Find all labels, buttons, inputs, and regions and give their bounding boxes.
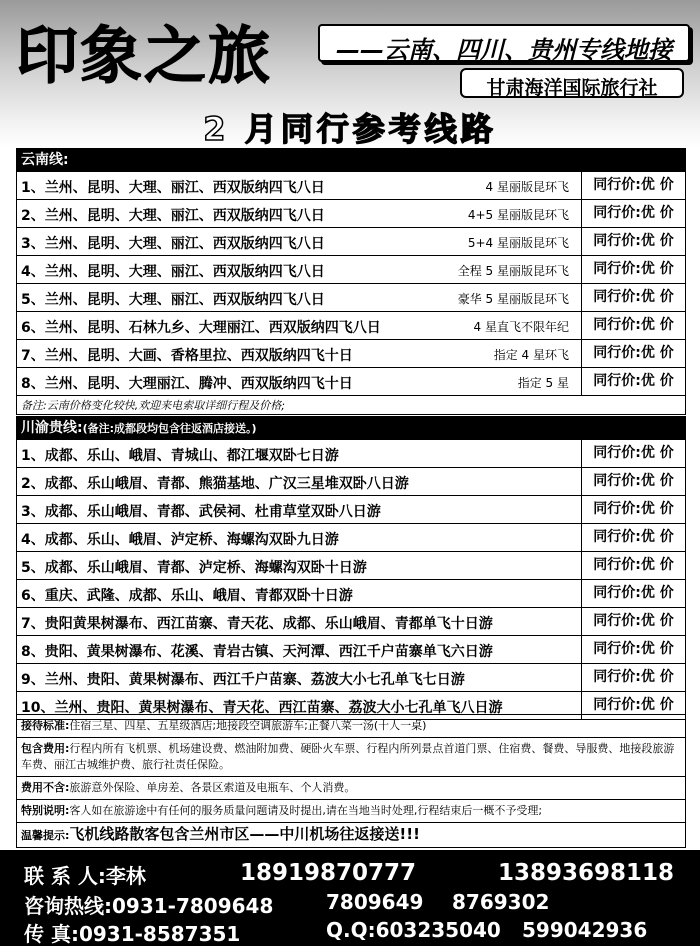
agency-box — [460, 68, 684, 98]
route-name: 2、成都、乐山峨眉、青都、熊猫基地、广汉三星堆双卧八日游 — [21, 476, 409, 492]
route-row — [17, 635, 685, 663]
route-row — [17, 607, 685, 635]
peer-price: 同行价:优 价 — [581, 692, 685, 719]
route-row — [17, 523, 685, 551]
peer-price: 同行价:优 价 — [581, 200, 685, 227]
route-name: 4、兰州、昆明、大理、丽江、西双版纳四飞八日 — [21, 264, 325, 280]
peer-price: 同行价:优 价 — [581, 340, 685, 367]
mobile-2: 13893698118 — [498, 860, 675, 886]
chuanqian-note: (备注:成都段均包含往返酒店接送。) — [82, 422, 257, 435]
route-row — [17, 171, 685, 199]
route-name: 6、重庆、武隆、成都、乐山、峨眉、青都双卧十日游 — [21, 588, 353, 604]
route-row — [17, 255, 685, 283]
included-line — [17, 737, 685, 776]
peer-price: 同行价:优 价 — [581, 524, 685, 551]
standard-label: 接待标准: — [21, 719, 70, 732]
route-name: 8、贵阳、黄果树瀑布、花溪、青岩古镇、天河潭、西江千户苗寨单飞六日游 — [21, 644, 493, 660]
route-row — [17, 199, 685, 227]
route-row — [17, 663, 685, 691]
peer-price: 同行价:优 价 — [581, 608, 685, 635]
hotel-standard: 4 星丽版昆环飞 — [485, 180, 569, 194]
route-row — [17, 367, 685, 395]
peer-price: 同行价:优 价 — [581, 664, 685, 691]
special-line — [17, 799, 685, 822]
route-name: 3、兰州、昆明、大理、丽江、西双版纳四飞八日 — [21, 236, 325, 252]
peer-price: 同行价:优 价 — [581, 580, 685, 607]
route-name: 2、兰州、昆明、大理、丽江、西双版纳四飞八日 — [21, 208, 325, 224]
subtitle: ——云南、四川、贵州专线地接 — [336, 36, 672, 64]
route-name: 5、兰州、昆明、大理、丽江、西双版纳四飞八日 — [21, 292, 325, 308]
hotline-2: 7809649 — [326, 890, 424, 914]
contact-person: 联 系 人:李林 — [24, 864, 146, 888]
hotline: 咨询热线:0931-7809648 — [24, 894, 274, 918]
yunnan-memo: 备注:云南价格变化较快,欢迎来电索取详细行程及价格; — [17, 395, 685, 414]
hotel-standard: 4 星直飞不限年纪 — [473, 320, 569, 334]
peer-price: 同行价:优 价 — [581, 312, 685, 339]
route-row — [17, 339, 685, 367]
header — [0, 0, 700, 148]
peer-price: 同行价:优 价 — [581, 172, 685, 199]
route-name: 3、成都、乐山峨眉、青都、武侯祠、杜甫草堂双卧八日游 — [21, 504, 381, 520]
special-text: 客人如在旅游途中有任何的服务质量问题请及时提出,请在当地当时处理,行程结束后一概不予受理; — [69, 804, 543, 817]
included-label: 包含费用: — [21, 742, 70, 755]
tip-text: 飞机线路散客包含兰州市区——中川机场往返接送!!! — [69, 825, 420, 843]
standard-text: 住宿三星、四星、五星级酒店;地接段空调旅游车;正餐八菜一汤(十人一桌) — [69, 719, 427, 732]
fax: 传 真:0931-8587351 — [24, 922, 241, 946]
peer-price: 同行价:优 价 — [581, 228, 685, 255]
qq-2: 599042936 — [522, 918, 648, 942]
route-name: 1、兰州、昆明、大理、丽江、西双版纳四飞八日 — [21, 180, 325, 196]
hotline-3: 8769302 — [452, 890, 550, 914]
peer-price: 同行价:优 价 — [581, 440, 685, 467]
contact-row-3 — [24, 918, 690, 946]
yunnan-section — [16, 148, 686, 415]
contact-row-2 — [24, 890, 690, 918]
route-row — [17, 283, 685, 311]
route-name: 6、兰州、昆明、石林九乡、大理丽江、西双版纳四飞八日 — [21, 320, 381, 336]
peer-price: 同行价:优 价 — [581, 284, 685, 311]
tip-label: 温馨提示: — [21, 829, 70, 842]
route-name: 9、兰州、贵阳、黄果树瀑布、西江千户苗寨、荔波大小七孔单飞七日游 — [21, 672, 465, 688]
route-name: 1、成都、乐山、峨眉、青城山、都江堰双卧七日游 — [21, 448, 339, 464]
mobile-1: 18919870777 — [240, 860, 417, 886]
route-row — [17, 439, 685, 467]
peer-price: 同行价:优 价 — [581, 368, 685, 395]
route-name: 10、兰州、贵阳、黄果树瀑布、青天花、西江苗寨、荔波大小七孔单飞八日游 — [21, 700, 503, 716]
contact-footer — [0, 850, 700, 946]
route-row — [17, 579, 685, 607]
route-name: 5、成都、乐山峨眉、青都、泸定桥、海螺沟双卧十日游 — [21, 560, 367, 576]
excluded-label: 费用不含: — [21, 781, 70, 794]
agency-name: 甘肃海洋国际旅行社 — [486, 77, 658, 99]
route-row — [17, 467, 685, 495]
chuanqian-section — [16, 416, 686, 720]
qq: Q.Q:603235040 — [326, 918, 501, 942]
route-name: 7、贵阳黄果树瀑布、西江苗寨、青天花、成都、乐山峨眉、青都单飞十日游 — [21, 616, 493, 632]
hotel-standard: 指定 4 星环飞 — [493, 348, 569, 362]
chuanqian-section-title — [17, 417, 685, 439]
peer-price: 同行价:优 价 — [581, 256, 685, 283]
subtitle-box — [318, 24, 690, 62]
yunnan-section-title: 云南线: — [17, 149, 685, 171]
excluded-text: 旅游意外保险、单房差、各景区索道及电瓶车、个人消费。 — [69, 781, 356, 794]
hotel-standard: 豪华 5 星丽版昆环飞 — [457, 292, 569, 306]
hotel-standard: 5+4 星丽版昆环飞 — [467, 236, 569, 250]
standard-line — [17, 715, 685, 737]
info-block — [16, 714, 686, 848]
route-name: 7、兰州、昆明、大画、香格里拉、西双版纳四飞十日 — [21, 348, 353, 364]
hotel-standard: 指定 5 星 — [517, 376, 569, 390]
hotel-standard: 4+5 星丽版昆环飞 — [467, 208, 569, 222]
included-text: 行程内所有飞机票、机场建设费、燃油附加费、硬卧火车票、行程内所列景点首道门票、住宿费、餐费、导服费、地接段旅游车费、丽江古城维护费、旅行社责任保险。 — [21, 742, 675, 771]
special-label: 特别说明: — [21, 804, 70, 817]
excluded-line — [17, 776, 685, 799]
route-name: 4、成都、乐山、峨眉、泸定桥、海螺沟双卧九日游 — [21, 532, 339, 548]
hotel-standard: 全程 5 星丽版昆环飞 — [457, 264, 569, 278]
contact-row-1 — [24, 860, 690, 888]
peer-price: 同行价:优 价 — [581, 496, 685, 523]
route-row — [17, 551, 685, 579]
tip-line — [17, 822, 685, 847]
chuanqian-title: 川渝贵线: — [21, 420, 83, 436]
route-row — [17, 311, 685, 339]
month-title: 2 月同行参考线路 — [203, 110, 497, 148]
brand-title: 印象之旅 — [16, 19, 273, 92]
route-row — [17, 227, 685, 255]
peer-price: 同行价:优 价 — [581, 468, 685, 495]
peer-price: 同行价:优 价 — [581, 636, 685, 663]
route-name: 8、兰州、昆明、大理丽江、腾冲、西双版纳四飞十日 — [21, 376, 353, 392]
route-row — [17, 495, 685, 523]
peer-price: 同行价:优 价 — [581, 552, 685, 579]
